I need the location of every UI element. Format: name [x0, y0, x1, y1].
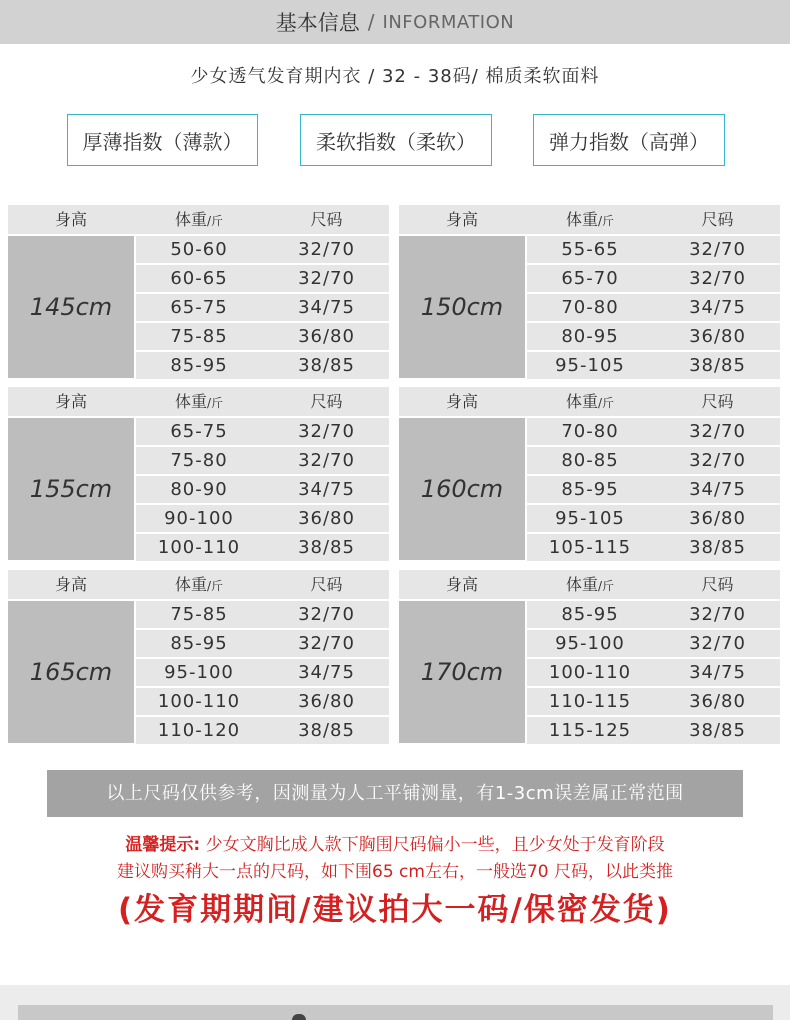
size-cell: 34/75 — [689, 662, 746, 683]
weight-cell: 85-95 — [170, 355, 228, 376]
size-table — [8, 387, 389, 560]
size-cell: 32/70 — [298, 421, 355, 442]
table-row — [136, 688, 389, 715]
size-cell: 34/75 — [689, 479, 746, 500]
emphasis-banner: (发育期期间/建议拍大一码/保密发货) — [118, 892, 672, 928]
size-cell: 36/80 — [298, 326, 355, 347]
header-title-en: INFORMATION — [382, 11, 515, 33]
weight-cell: 55-65 — [561, 239, 619, 260]
table-row — [136, 352, 389, 379]
size-table — [399, 205, 780, 378]
size-cell: 36/80 — [298, 691, 355, 712]
size-cell: 32/70 — [298, 239, 355, 260]
weight-cell: 50-60 — [170, 239, 228, 260]
header-size: 尺码 — [701, 392, 734, 411]
table-row — [136, 505, 389, 532]
weight-cell: 70-80 — [561, 297, 619, 318]
header-weight-label: 体重 — [174, 210, 207, 229]
header-height: 身高 — [54, 575, 87, 594]
height-cell: 165cm — [8, 601, 134, 743]
table-header-row — [8, 570, 389, 599]
header-weight-label: 体重 — [565, 575, 598, 594]
measurement-note: 以上尺码仅供参考，因测量为人工平铺测量，有1-3cm误差属正常范围 — [47, 770, 743, 817]
weight-cell: 80-85 — [561, 450, 619, 471]
header-height: 身高 — [54, 210, 87, 229]
photo-detail — [292, 1014, 306, 1020]
size-cell: 34/75 — [298, 662, 355, 683]
size-cell: 32/70 — [689, 604, 746, 625]
weight-cell: 65-70 — [561, 268, 619, 289]
tip-line-1 — [0, 830, 790, 855]
size-cell: 36/80 — [689, 691, 746, 712]
size-cell: 32/70 — [298, 604, 355, 625]
header-height: 身高 — [445, 575, 478, 594]
size-table — [8, 205, 389, 378]
thickness-index-badge — [67, 114, 258, 166]
header-weight-label: 体重 — [565, 392, 598, 411]
table-row — [136, 265, 389, 292]
thickness-index-label: 厚薄指数（薄款） — [82, 129, 243, 154]
header-weight-unit: /斤 — [206, 396, 224, 410]
elasticity-index-label: 弹力指数（高弹） — [549, 129, 709, 154]
size-cell: 32/70 — [689, 421, 746, 442]
weight-cell: 115-125 — [548, 720, 632, 741]
size-cell: 38/85 — [298, 355, 355, 376]
table-row — [527, 601, 780, 628]
weight-cell: 80-95 — [561, 326, 619, 347]
header-weight — [136, 570, 262, 599]
size-cell: 32/70 — [689, 268, 746, 289]
size-cell: 32/70 — [689, 633, 746, 654]
height-cell: 150cm — [399, 236, 525, 378]
section-header — [0, 0, 790, 44]
header-size: 尺码 — [701, 575, 734, 594]
weight-cell: 95-100 — [164, 662, 234, 683]
table-row — [527, 265, 780, 292]
header-weight-unit: /斤 — [597, 579, 615, 593]
size-cell: 38/85 — [689, 355, 746, 376]
weight-cell: 60-65 — [170, 268, 228, 289]
table-header-row — [8, 387, 389, 416]
header-height: 身高 — [445, 210, 478, 229]
product-photo-edge — [18, 1005, 773, 1020]
size-cell: 36/80 — [689, 508, 746, 529]
weight-cell: 100-110 — [157, 691, 241, 712]
header-title-cn: 基本信息 — [275, 11, 360, 35]
size-table — [399, 387, 780, 560]
weight-cell: 95-100 — [555, 633, 625, 654]
weight-cell: 110-115 — [548, 691, 632, 712]
table-row — [136, 476, 389, 503]
size-table — [399, 570, 780, 743]
header-weight-unit: /斤 — [206, 579, 224, 593]
size-cell: 34/75 — [298, 297, 355, 318]
table-row — [527, 447, 780, 474]
table-row — [136, 534, 389, 561]
weight-cell: 95-105 — [555, 508, 625, 529]
table-row — [527, 236, 780, 263]
weight-cell: 65-75 — [170, 297, 228, 318]
header-weight-unit: /斤 — [206, 214, 224, 228]
table-row — [136, 294, 389, 321]
table-row — [527, 476, 780, 503]
table-row — [527, 418, 780, 445]
weight-cell: 85-95 — [561, 604, 619, 625]
weight-cell: 90-100 — [164, 508, 234, 529]
softness-index-badge — [300, 114, 492, 166]
table-header-row — [399, 570, 780, 599]
weight-cell: 75-85 — [170, 326, 228, 347]
weight-cell: 85-95 — [170, 633, 228, 654]
size-cell: 38/85 — [298, 537, 355, 558]
header-weight-label: 体重 — [565, 210, 598, 229]
height-cell: 145cm — [8, 236, 134, 378]
weight-cell: 95-105 — [555, 355, 625, 376]
weight-cell: 70-80 — [561, 421, 619, 442]
table-row — [527, 688, 780, 715]
table-row — [136, 630, 389, 657]
softness-index-label: 柔软指数（柔软） — [316, 129, 476, 154]
weight-cell: 65-75 — [170, 421, 228, 442]
header-weight — [527, 205, 653, 234]
size-cell: 32/70 — [298, 633, 355, 654]
weight-cell: 100-110 — [548, 662, 632, 683]
table-row — [527, 534, 780, 561]
table-header-row — [8, 205, 389, 234]
tip-line-2: 建议购买稍大一点的尺码，如下围65 cm左右，一般选70 尺码，以此类推 — [117, 862, 673, 882]
size-cell: 36/80 — [298, 508, 355, 529]
weight-cell: 105-115 — [548, 537, 632, 558]
weight-cell: 75-80 — [170, 450, 228, 471]
table-row — [527, 505, 780, 532]
elasticity-index-badge — [533, 114, 725, 166]
table-row — [136, 601, 389, 628]
table-row — [136, 717, 389, 744]
size-cell: 32/70 — [689, 239, 746, 260]
header-weight-label: 体重 — [174, 392, 207, 411]
weight-cell: 110-120 — [157, 720, 241, 741]
table-header-row — [399, 387, 780, 416]
table-row — [136, 447, 389, 474]
size-table — [8, 570, 389, 743]
size-cell: 34/75 — [689, 297, 746, 318]
header-height: 身高 — [54, 392, 87, 411]
table-row — [527, 717, 780, 744]
table-row — [136, 659, 389, 686]
table-row — [527, 323, 780, 350]
header-size: 尺码 — [310, 575, 343, 594]
table-row — [136, 236, 389, 263]
tip-text-1: 少女文胸比成人款下胸围尺码偏小一些，且少女处于发育阶段 — [200, 835, 665, 855]
header-weight — [527, 570, 653, 599]
size-cell: 36/80 — [689, 326, 746, 347]
header-weight-unit: /斤 — [597, 396, 615, 410]
weight-cell: 75-85 — [170, 604, 228, 625]
header-height: 身高 — [445, 392, 478, 411]
size-cell: 32/70 — [298, 268, 355, 289]
size-cell: 32/70 — [689, 450, 746, 471]
height-cell: 160cm — [399, 418, 525, 560]
table-header-row — [399, 205, 780, 234]
table-row — [527, 659, 780, 686]
header-size: 尺码 — [310, 392, 343, 411]
table-row — [136, 418, 389, 445]
size-cell: 34/75 — [298, 479, 355, 500]
header-size: 尺码 — [310, 210, 343, 229]
table-row — [527, 630, 780, 657]
size-cell: 32/70 — [298, 450, 355, 471]
weight-cell: 80-90 — [170, 479, 228, 500]
header-weight-label: 体重 — [174, 575, 207, 594]
header-weight — [527, 387, 653, 416]
size-cell: 38/85 — [298, 720, 355, 741]
table-row — [527, 352, 780, 379]
table-row — [527, 294, 780, 321]
header-size: 尺码 — [701, 210, 734, 229]
height-cell: 155cm — [8, 418, 134, 560]
table-row — [136, 323, 389, 350]
header-weight — [136, 205, 262, 234]
weight-cell: 85-95 — [561, 479, 619, 500]
weight-cell: 100-110 — [157, 537, 241, 558]
header-weight — [136, 387, 262, 416]
header-weight-unit: /斤 — [597, 214, 615, 228]
size-cell: 38/85 — [689, 537, 746, 558]
height-cell: 170cm — [399, 601, 525, 743]
header-separator: / — [367, 10, 375, 34]
size-cell: 38/85 — [689, 720, 746, 741]
product-subtitle: 少女透气发育期内衣 / 32 - 38码/ 棉质柔软面料 — [190, 66, 600, 87]
tip-label: 温馨提示: — [125, 835, 201, 855]
next-section-strip — [0, 985, 790, 1020]
